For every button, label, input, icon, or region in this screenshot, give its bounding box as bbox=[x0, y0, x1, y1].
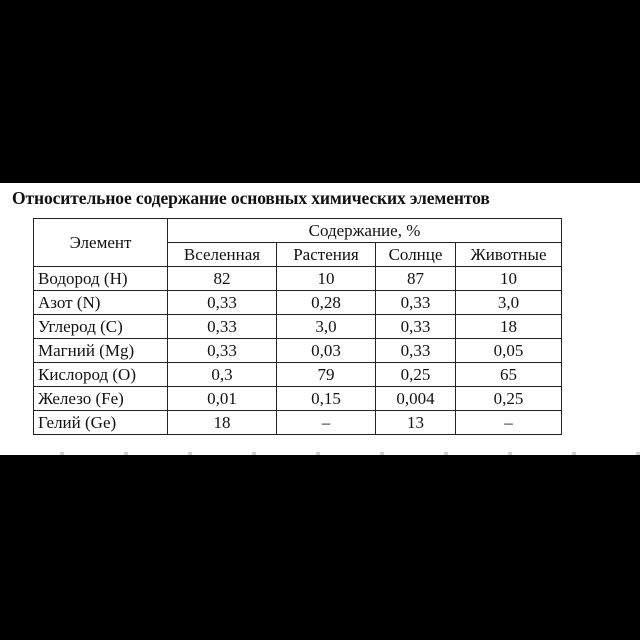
table-cell: 0,33 bbox=[376, 315, 456, 339]
table-cell: 87 bbox=[376, 267, 456, 291]
table-cell: 0,15 bbox=[277, 387, 376, 411]
table-cell: 0,03 bbox=[277, 339, 376, 363]
element-name: Углерод (C) bbox=[34, 315, 168, 339]
table-cell: 18 bbox=[456, 315, 562, 339]
content-column-header: Содержание, % bbox=[168, 219, 562, 243]
header-row bbox=[34, 219, 562, 243]
table-row bbox=[34, 315, 562, 339]
table-cell: 18 bbox=[168, 411, 277, 435]
element-column-header: Элемент bbox=[34, 219, 168, 267]
table-cell: 0,3 bbox=[168, 363, 277, 387]
table-cell: 0,05 bbox=[456, 339, 562, 363]
table-cell: 0,33 bbox=[376, 291, 456, 315]
table-cell: 13 bbox=[376, 411, 456, 435]
table-cell: 0,004 bbox=[376, 387, 456, 411]
column-header-sun: Солнце bbox=[376, 243, 456, 267]
column-header-universe: Вселенная bbox=[168, 243, 277, 267]
table-cell: – bbox=[277, 411, 376, 435]
element-name: Железо (Fe) bbox=[34, 387, 168, 411]
table-cell: 3,0 bbox=[456, 291, 562, 315]
table-cell: 0,25 bbox=[456, 387, 562, 411]
table-cell: 65 bbox=[456, 363, 562, 387]
column-header-plants: Растения bbox=[277, 243, 376, 267]
table-row bbox=[34, 363, 562, 387]
table-cell: 0,33 bbox=[168, 315, 277, 339]
table-cell: 10 bbox=[277, 267, 376, 291]
table-row bbox=[34, 411, 562, 435]
table-cell: 82 bbox=[168, 267, 277, 291]
table-title: Относительное содержание основных химических элементов bbox=[12, 188, 490, 208]
document-scan bbox=[0, 183, 640, 455]
column-header-animals: Животные bbox=[456, 243, 562, 267]
element-name: Гелий (Ge) bbox=[34, 411, 168, 435]
table-row bbox=[34, 387, 562, 411]
table-row bbox=[34, 267, 562, 291]
table-row bbox=[34, 339, 562, 363]
element-name: Кислород (O) bbox=[34, 363, 168, 387]
scan-edge-divider bbox=[0, 452, 640, 455]
element-name: Магний (Mg) bbox=[34, 339, 168, 363]
table-row bbox=[34, 291, 562, 315]
table-cell: – bbox=[456, 411, 562, 435]
table-cell: 0,28 bbox=[277, 291, 376, 315]
table-cell: 3,0 bbox=[277, 315, 376, 339]
table-cell: 0,25 bbox=[376, 363, 456, 387]
table-cell: 0,33 bbox=[168, 339, 277, 363]
element-name: Водород (H) bbox=[34, 267, 168, 291]
elements-table bbox=[33, 218, 562, 435]
table-cell: 10 bbox=[456, 267, 562, 291]
table-cell: 0,33 bbox=[376, 339, 456, 363]
table-cell: 0,33 bbox=[168, 291, 277, 315]
table-cell: 79 bbox=[277, 363, 376, 387]
element-name: Азот (N) bbox=[34, 291, 168, 315]
table-cell: 0,01 bbox=[168, 387, 277, 411]
